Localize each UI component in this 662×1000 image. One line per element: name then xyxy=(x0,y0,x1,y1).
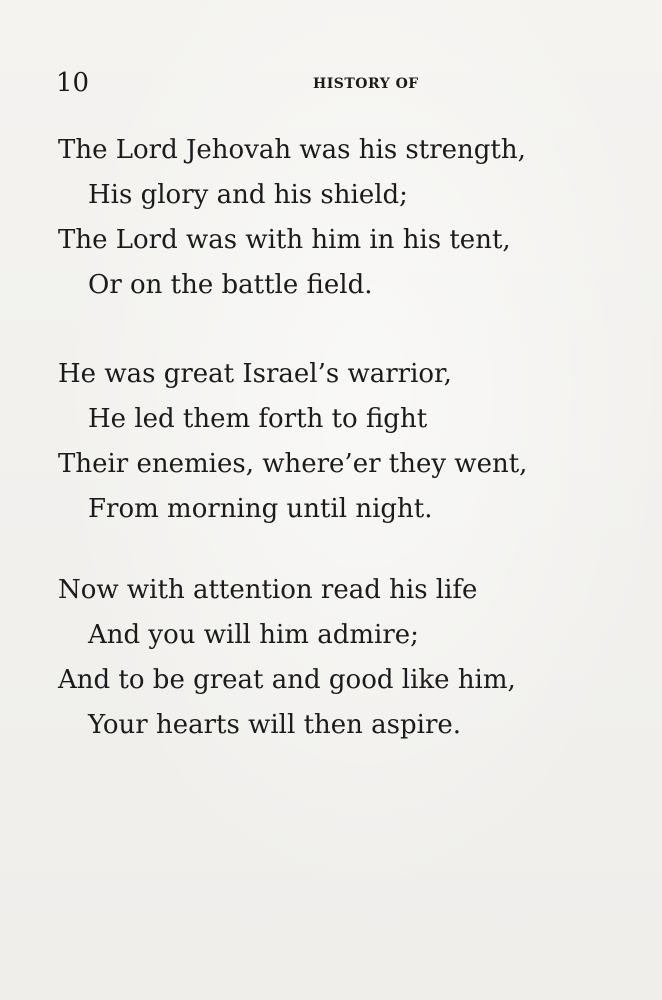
poem-line: And you will him admire; xyxy=(88,620,419,650)
page-number: 10 xyxy=(56,68,90,98)
poem-line: He was great Israel’s warrior, xyxy=(58,359,452,389)
poem-line: Or on the battle field. xyxy=(88,270,373,300)
page-header xyxy=(56,68,576,98)
running-head: HISTORY OF xyxy=(313,76,419,92)
poem-stanza-2 xyxy=(58,352,628,532)
poem-line: His glory and his shield; xyxy=(88,180,408,210)
poem-line: Their enemies, where’er they went, xyxy=(58,449,528,479)
poem-line: From morning until night. xyxy=(88,494,433,524)
poem-stanza-3 xyxy=(58,568,628,748)
poem-line: The Lord was with him in his tent, xyxy=(58,225,511,255)
poem-line: And to be great and good like him, xyxy=(58,665,516,695)
poem-line: He led them forth to fight xyxy=(88,404,428,434)
poem-line: Now with attention read his life xyxy=(58,575,478,605)
poem-stanza-1 xyxy=(58,128,628,308)
poem-line: Your hearts will then aspire. xyxy=(88,710,462,740)
poem-line: The Lord Jehovah was his strength, xyxy=(58,135,526,165)
